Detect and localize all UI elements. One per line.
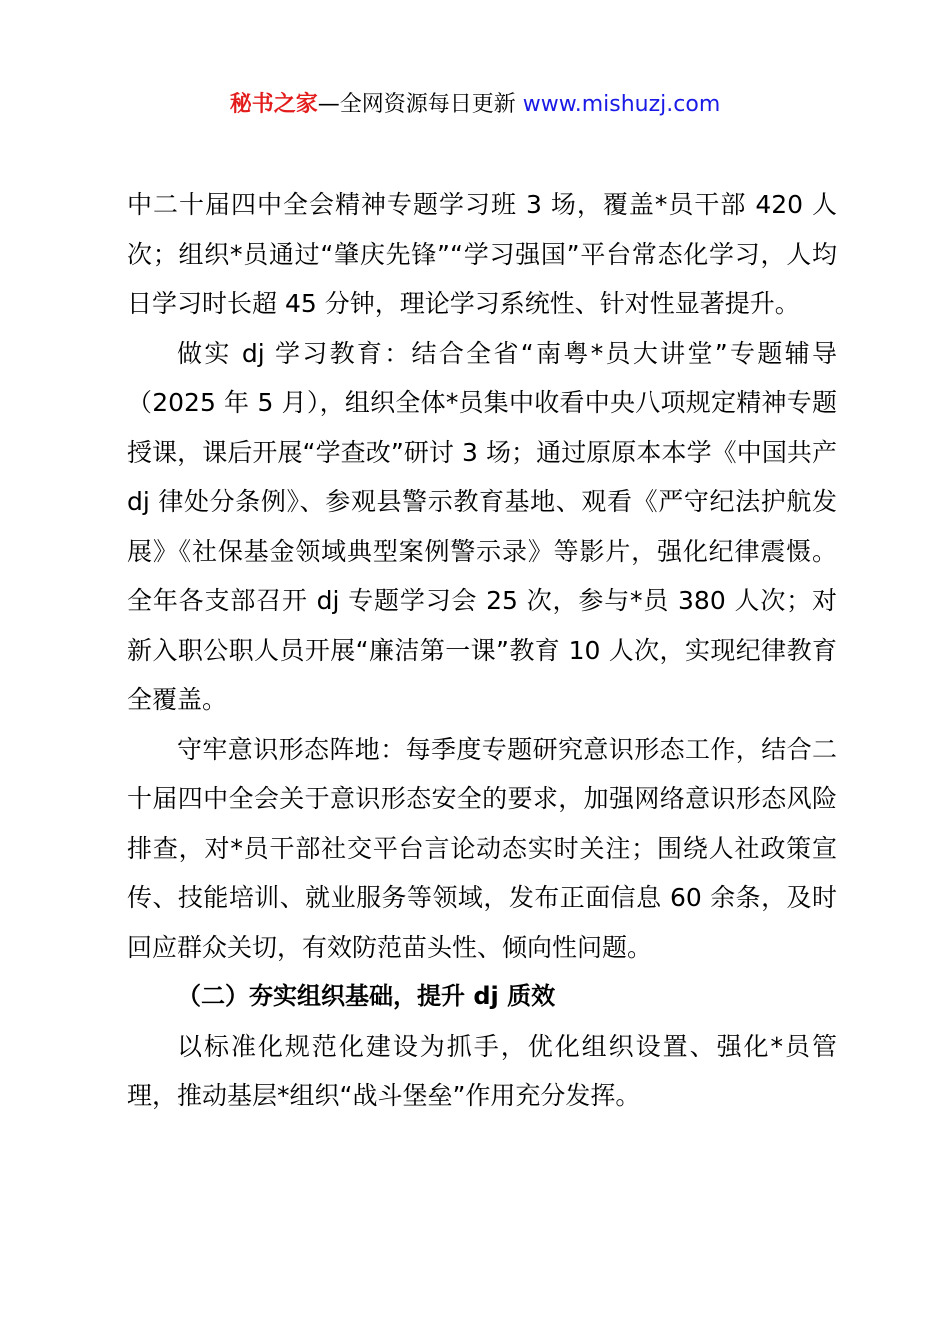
paragraph-ideology: 守牢意识形态阵地：每季度专题研究意识形态工作，结合二十届四中全会关于意识形态安全的要求，加强网络意识形态风险排查，对*员干部社交平台言论动态实时关注；围绕人社政策宣传、技能培训、就业服务等领域，发布正面信息 60 余条，及时回应群众关切，有效防范苗头性、倾向性问题。 bbox=[127, 734, 837, 962]
site-url-link[interactable]: www.mishuzj.com bbox=[522, 92, 721, 117]
paragraph-organization: 以标准化规范化建设为抓手，优化组织设置、强化*员管理，推动基层*组织“战斗堡垒”作用充分发挥。 bbox=[127, 1031, 837, 1110]
header-tagline: —全网资源每日更新 bbox=[317, 92, 523, 117]
page-header bbox=[0, 88, 950, 122]
paragraph-continued: 中二十届四中全会精神专题学习班 3 场，覆盖*员干部 420 人次；组织*员通过“肇庆先锋”“学习强国”平台常态化学习，人均日学习时长超 45 分钟，理论学习系统性、针对性显著提升。 bbox=[127, 190, 837, 318]
brand-name: 秘书之家 bbox=[229, 92, 318, 117]
section-heading: （二）夯实组织基础，提升 dj 质效 bbox=[177, 982, 556, 1010]
paragraph-study-education: 做实 dj 学习教育：结合全省“南粤*员大讲堂”专题辅导（2025 年 5 月），组织全体*员集中收看中央八项规定精神专题授课，课后开展“学查改”研讨 3 场；通过原原本本学《中国共产 dj 律处分条例》、参观县警示教育基地、观看《严守纪法护航发展》《社保基金领域典型案例警示录》等影片，强化纪律震慑。全年各支部召开 dj 专题学习会 25 次，参与*员 380 人次；对新入职公职人员开展“廉洁第一课”教育 10 人次，实现纪律教育全覆盖。 bbox=[127, 338, 837, 714]
document-body bbox=[127, 180, 837, 1121]
